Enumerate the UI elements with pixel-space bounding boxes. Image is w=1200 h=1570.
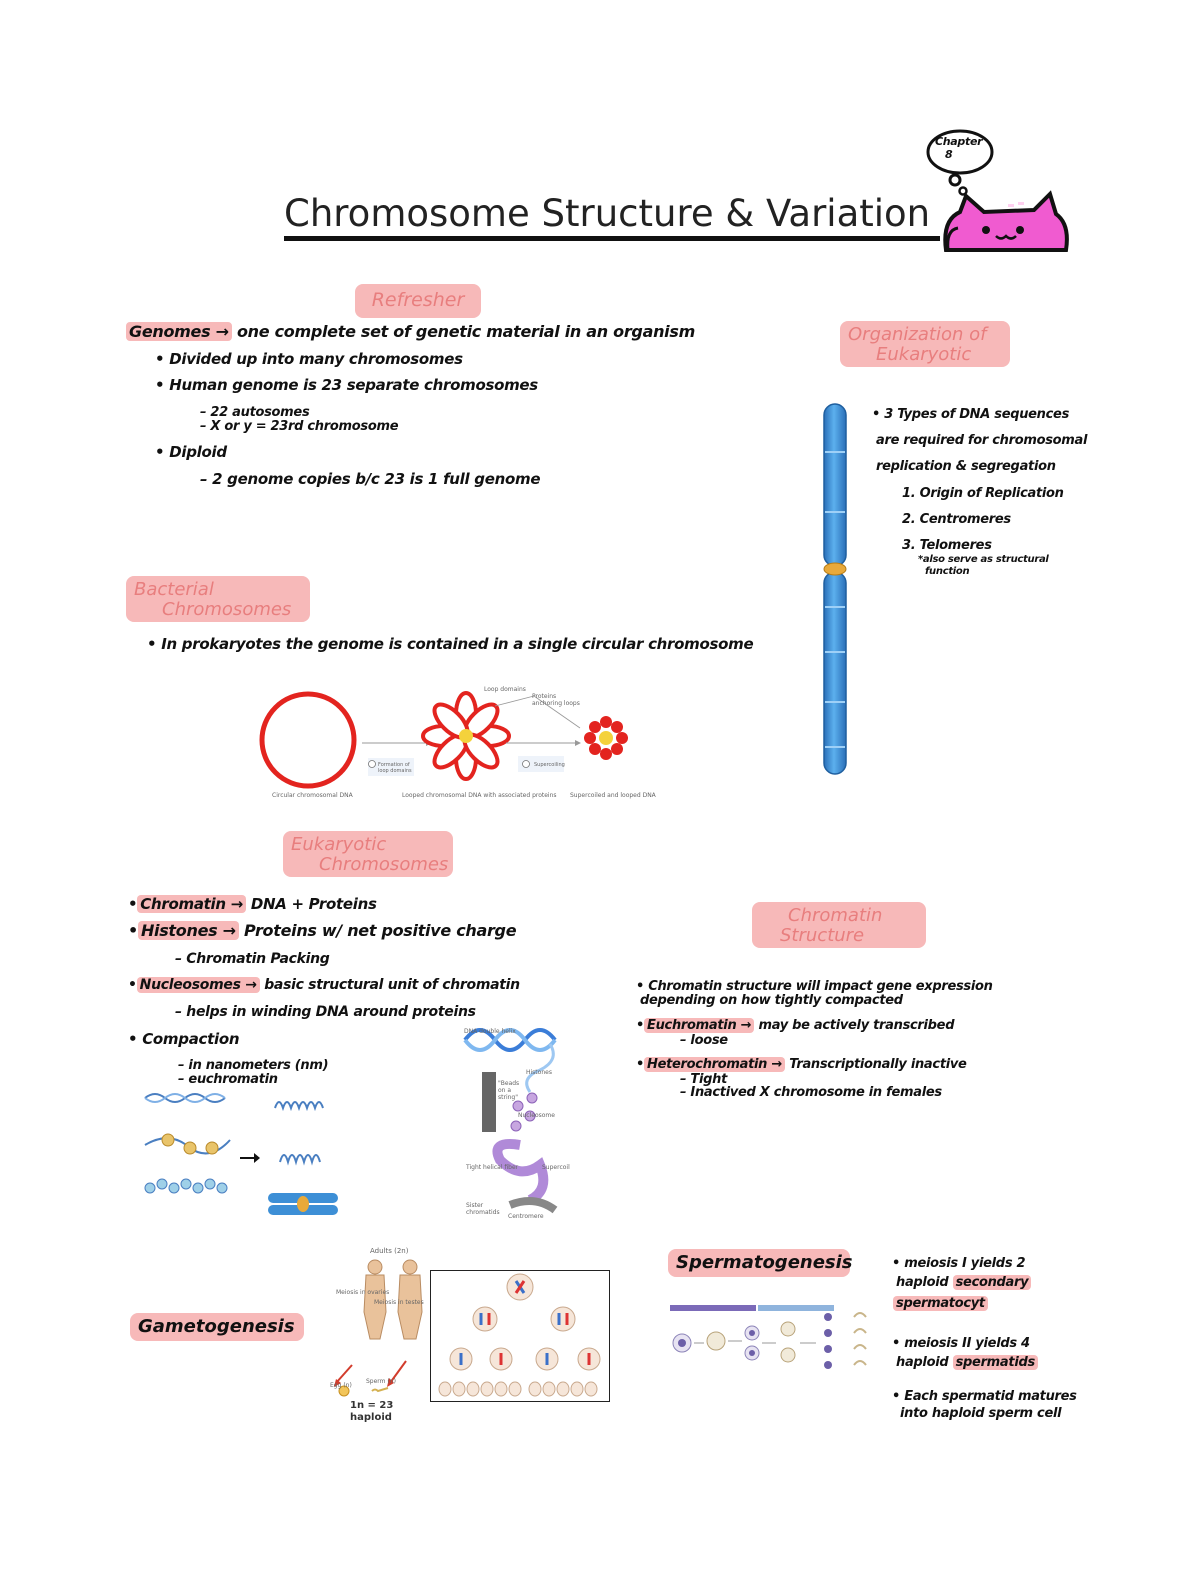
sperm-b2-line2b: spermatids [953, 1355, 1038, 1370]
org-line2: are required for chromosomal [876, 433, 1088, 448]
euchromatin-line: • Euchromatin → may be actively transcribed [636, 1018, 955, 1033]
refresher-bullet1: • Divided up into many chromosomes [155, 350, 463, 368]
refresher-sub2: – X or y = 23rd chromosome [200, 419, 399, 434]
org-item3-note2: function [925, 566, 970, 577]
sperm-b1-line2b: secondary [953, 1275, 1032, 1290]
euchromatin-sub: – loose [680, 1033, 728, 1048]
label-testes: Meiosis in testes [374, 1299, 424, 1306]
bacterial-heading [126, 576, 310, 622]
heterochromatin-line: • Heterochromatin → Transcriptionally inactive [636, 1057, 967, 1072]
chromatin-structure-heading [752, 902, 926, 948]
chromatin-term: Chromatin → [137, 895, 246, 913]
label-sister: Sister chromatids [466, 1202, 500, 1216]
compaction-diagram [140, 1090, 370, 1220]
compaction-sub1: – in nanometers (nm) [178, 1058, 329, 1073]
sperm-b1-line2 [896, 1274, 1031, 1292]
refresher-heading [355, 284, 481, 318]
cap-step1: Formation of loop domains [378, 762, 412, 774]
histones-term: Histones → [138, 921, 239, 940]
adults-figure [330, 1245, 430, 1425]
title-underline [284, 236, 940, 241]
sperm-b1-line2a: haploid [896, 1275, 953, 1290]
compaction-sub2: – euchromatin [178, 1072, 278, 1087]
bacterial-bullet: • In prokaryotes the genome is contained in a single circular chromosome [147, 635, 754, 653]
spermatogenesis-diagram [668, 1303, 878, 1383]
sperm-b3-line2: into haploid sperm cell [900, 1406, 1062, 1421]
cap-loop-domains: Loop domains [484, 686, 526, 693]
sperm-b2-line2 [896, 1354, 1038, 1372]
label-centromere: Centromere [508, 1213, 544, 1220]
chromosome-icon [815, 402, 855, 778]
org-item3-note1: *also serve as structural [918, 554, 1049, 565]
page-title: Chromosome Structure & Variation [284, 192, 931, 235]
bacterial-heading-line2: Chromosomes [162, 599, 292, 620]
nucleosomes-def: basic structural unit of chromatin [264, 977, 520, 993]
refresher-sub3: – 2 genome copies b/c 23 is 1 full genome [200, 470, 541, 488]
organization-heading-line1: Organization of [848, 324, 987, 345]
nucleosomes-line: • Nucleosomes → basic structural unit of chromatin [128, 977, 520, 993]
refresher-bullet2: • Human genome is 23 separate chromosomes [155, 376, 538, 394]
refresher-heading-text: Refresher [371, 289, 465, 311]
bubble-line1: Chapter [935, 135, 983, 148]
label-dna-helix: DNA double helix [464, 1028, 516, 1035]
meiosis-figure [430, 1270, 610, 1402]
label-histones: Histones [526, 1069, 552, 1076]
cat-icon [938, 190, 1073, 260]
heterochromatin-sub1: – Tight [680, 1072, 728, 1087]
chromatin-packing-figure [460, 1020, 570, 1220]
label-egg: Egg (n) [330, 1382, 352, 1389]
bacterial-dna-diagram [250, 680, 660, 806]
chromatin-structure-heading-line1: Chromatin [788, 905, 883, 926]
cap-supercoiled: Supercoiled and looped DNA [570, 792, 656, 799]
genomes-term: Genomes → [126, 322, 232, 341]
cap-step2: Supercoiling [534, 762, 565, 768]
spermatogenesis-heading [668, 1249, 853, 1277]
org-item3: 3. Telomeres [902, 538, 992, 553]
genomes-line [126, 323, 695, 341]
label-sperm: Sperm (n) [366, 1378, 396, 1385]
spermatogenesis-figure [668, 1303, 878, 1383]
histones-def: Proteins w/ net positive charge [244, 921, 517, 940]
eukaryotic-heading-line2: Chromosomes [319, 854, 449, 875]
label-supercoil: Supercoil [542, 1164, 570, 1171]
bacterial-figure [250, 680, 660, 806]
cap-circular: Circular chromosomal DNA [272, 792, 353, 799]
nucleosomes-sub: – helps in winding DNA around proteins [175, 1004, 476, 1020]
chromatin-structure-heading-line2: Structure [780, 925, 865, 946]
sperm-b3-line1: • Each spermatid matures [892, 1389, 1077, 1404]
label-n-eq: 1n = 23 [350, 1400, 394, 1411]
meiosis-diagram [431, 1271, 609, 1401]
organization-heading-line2: Eukaryotic [876, 344, 972, 365]
refresher-sub1: – 22 autosomes [200, 405, 310, 420]
compaction-figure [140, 1090, 370, 1220]
bubble-line2: 8 [945, 148, 953, 161]
sperm-b1-line3-text: spermatocyt [893, 1296, 988, 1311]
gametogenesis-heading-text: Gametogenesis [138, 1316, 295, 1337]
eukaryotic-heading [283, 831, 453, 877]
bacterial-heading-line1: Bacterial [134, 579, 214, 600]
euchromatin-def: may be actively transcribed [758, 1018, 955, 1033]
heterochromatin-sub2: – Inactived X chromosome in females [680, 1085, 942, 1100]
euchromatin-term: Euchromatin → [644, 1018, 754, 1033]
spermatogenesis-heading-text: Spermatogenesis [676, 1252, 853, 1273]
organization-heading [840, 321, 1010, 367]
cap-looped: Looped chromosomal DNA with associated proteins [402, 792, 557, 799]
label-ovaries: Meiosis in ovaries [336, 1289, 390, 1296]
histones-line: • Histones → Proteins w/ net positive charge [128, 921, 517, 940]
refresher-bullet3: • Diploid [155, 443, 227, 461]
label-adults: Adults (2n) [370, 1247, 409, 1255]
histones-sub: – Chromatin Packing [175, 951, 330, 967]
org-item1: 1. Origin of Replication [902, 486, 1064, 501]
chromatin-def: DNA + Proteins [250, 895, 377, 913]
cap-proteins: Proteins anchoring loops [532, 693, 580, 707]
sperm-b1-line3 [893, 1295, 988, 1313]
heterochromatin-def: Transcriptionally inactive [789, 1057, 967, 1072]
sperm-b2-line1: • meiosis II yields 4 [892, 1336, 1030, 1351]
sperm-b2-line2a: haploid [896, 1355, 953, 1370]
nucleosomes-term: Nucleosomes → [137, 977, 260, 993]
chromosome-illustration [815, 402, 855, 782]
sperm-b1-line1: • meiosis I yields 2 [892, 1256, 1026, 1271]
gametogenesis-heading [130, 1313, 304, 1341]
label-nucleosome: Nucleosome [518, 1112, 555, 1119]
org-line3: replication & segregation [876, 459, 1056, 474]
cs-line1: • Chromatin structure will impact gene expression [636, 979, 993, 994]
chapter-bubble [925, 128, 995, 178]
cat-mascot [938, 190, 1073, 264]
label-haploid: haploid [350, 1412, 392, 1423]
org-item2: 2. Centromeres [902, 512, 1011, 527]
chromatin-packing-diagram [460, 1020, 570, 1220]
genomes-definition: one complete set of genetic material in an organism [236, 322, 695, 341]
chromatin-line: • Chromatin → DNA + Proteins [128, 895, 377, 913]
org-line1: • 3 Types of DNA sequences [872, 407, 1070, 422]
eukaryotic-heading-line1: Eukaryotic [291, 834, 387, 855]
heterochromatin-term: Heterochromatin → [644, 1057, 785, 1072]
label-tight: Tight helical fiber [466, 1164, 519, 1171]
label-beads: "Beads on a string" [498, 1080, 520, 1101]
compaction: • Compaction [128, 1030, 240, 1048]
cs-line2: depending on how tightly compacted [640, 993, 903, 1008]
